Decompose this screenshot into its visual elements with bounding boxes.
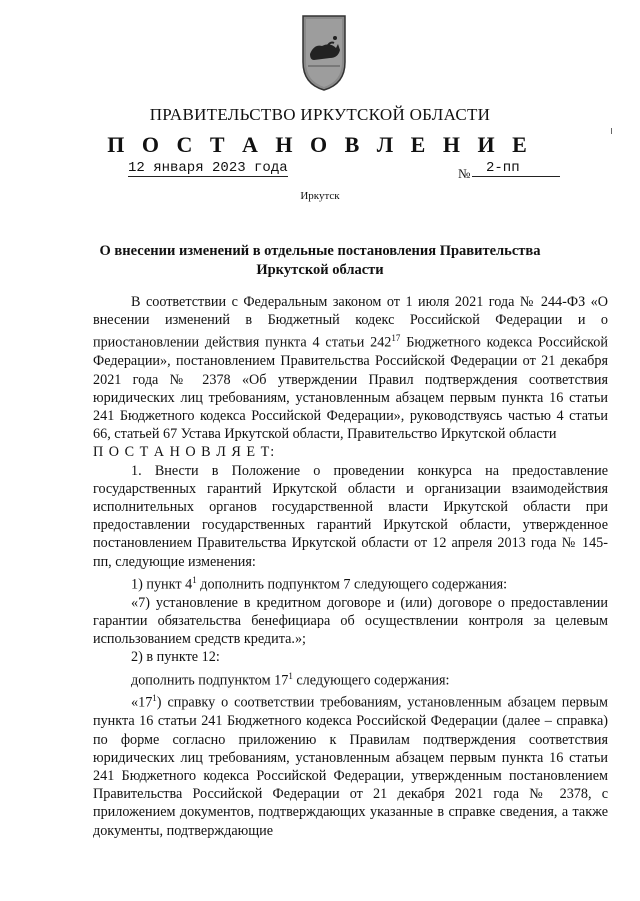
subitem-1-paragraph (93, 571, 608, 594)
quote-7-paragraph: «7) установление в кредитном договоре и (или) договоре о предоставлении гарантии обязательства бенефициара об осуществлении контроля за целевым использованием средств кредита.»; (93, 594, 608, 648)
addition-paragraph (93, 667, 608, 690)
quote-17-1-paragraph (93, 689, 608, 839)
addition-text-continued: следующего содержания: (292, 672, 450, 689)
subitem-1-superscript: 1 (192, 574, 197, 585)
quote-17-1-text: «17 (131, 695, 153, 712)
coat-of-arms-icon (300, 14, 348, 92)
document-subject (80, 242, 560, 280)
quote-17-1-superscript: 1 (152, 693, 157, 704)
preamble-text-continued: Бюджетного кодекса Российской Федерации», постановлением Правительства Российской Федерации от 21 декабря 2021 года № 2378 «Об утверждении Правил подтверждения соответствия юридических лиц требованиям, установленным абзацем первым пункта 16 статьи 241 Бюджетного кодекса Российской Федерации», руководствуясь частью 4 статьи 66, статьей 67 Устава Иркутской области, Правительство Иркутской области (93, 335, 608, 443)
document-type-title: П О С Т А Н О В Л Е Н И Е (107, 132, 533, 157)
document-city: Иркутск (300, 190, 340, 202)
subitem-2-paragraph: 2) в пункте 12: (131, 649, 220, 666)
preamble-paragraph (93, 293, 608, 443)
addition-text: дополнить подпунктом 17 (131, 672, 289, 689)
resolves-heading: П О С Т А Н О В Л Я Е Т: (93, 444, 276, 461)
document-date-value: 12 января 2023 года (128, 160, 288, 176)
subitem-1-text: 1) пункт 4 (131, 576, 193, 593)
addition-superscript: 1 (288, 670, 293, 681)
government-name: ПРАВИТЕЛЬСТВО ИРКУТСКОЙ ОБЛАСТИ (149, 105, 491, 124)
quote-17-1-text-continued: ) справку о соответствии требованиям, установленным абзацем первым пункта 16 статьи 241 Бюджетного кодекса Российской Федерации (далее – справка) по форме согласно приложению к Правилам подтверждения соответствия юридических лиц требованиям, установленным абзацем первым пункта 16 статьи 241 Бюджетного кодекса Российской Федерации, утвержденным постановлением Правительства Российской Федерации от 21 декабря 2021 года № 2378, с приложением документов, подтверждающих указанные в справке сведения, а также документы, подтверждающие (93, 695, 608, 839)
preamble-text: В соответствии с Федеральным законом от 1 июля 2021 года № 244-ФЗ «О внесении изменений в Бюджетный кодекс Российской Федерации и о приостановлении действия пункта 4 статьи 242 (93, 294, 608, 352)
number-label: № (458, 166, 471, 181)
subject-line-1: О внесении изменений в отдельные постановления Правительства (99, 243, 541, 259)
document-date (128, 160, 288, 176)
document-body (93, 293, 608, 840)
subject-line-2: Иркутской области (256, 262, 384, 278)
subitem-1-text-continued: дополнить подпунктом 7 следующего содержания: (196, 576, 508, 593)
document-number: 2-пп (472, 160, 560, 177)
preamble-superscript: 17 (391, 333, 401, 344)
item-1-paragraph: 1. Внести в Положение о проведении конкурса на предоставление государственных гарантий Иркутской области и организации взаимодействия исполнительных органов государственной власти Иркутской области при предоставлении государственных гарантий Иркутской области, утвержденное постановлением Правительства Иркутской области от 12 апреля 2013 года № 145-пп, следующие изменения: (93, 462, 608, 570)
